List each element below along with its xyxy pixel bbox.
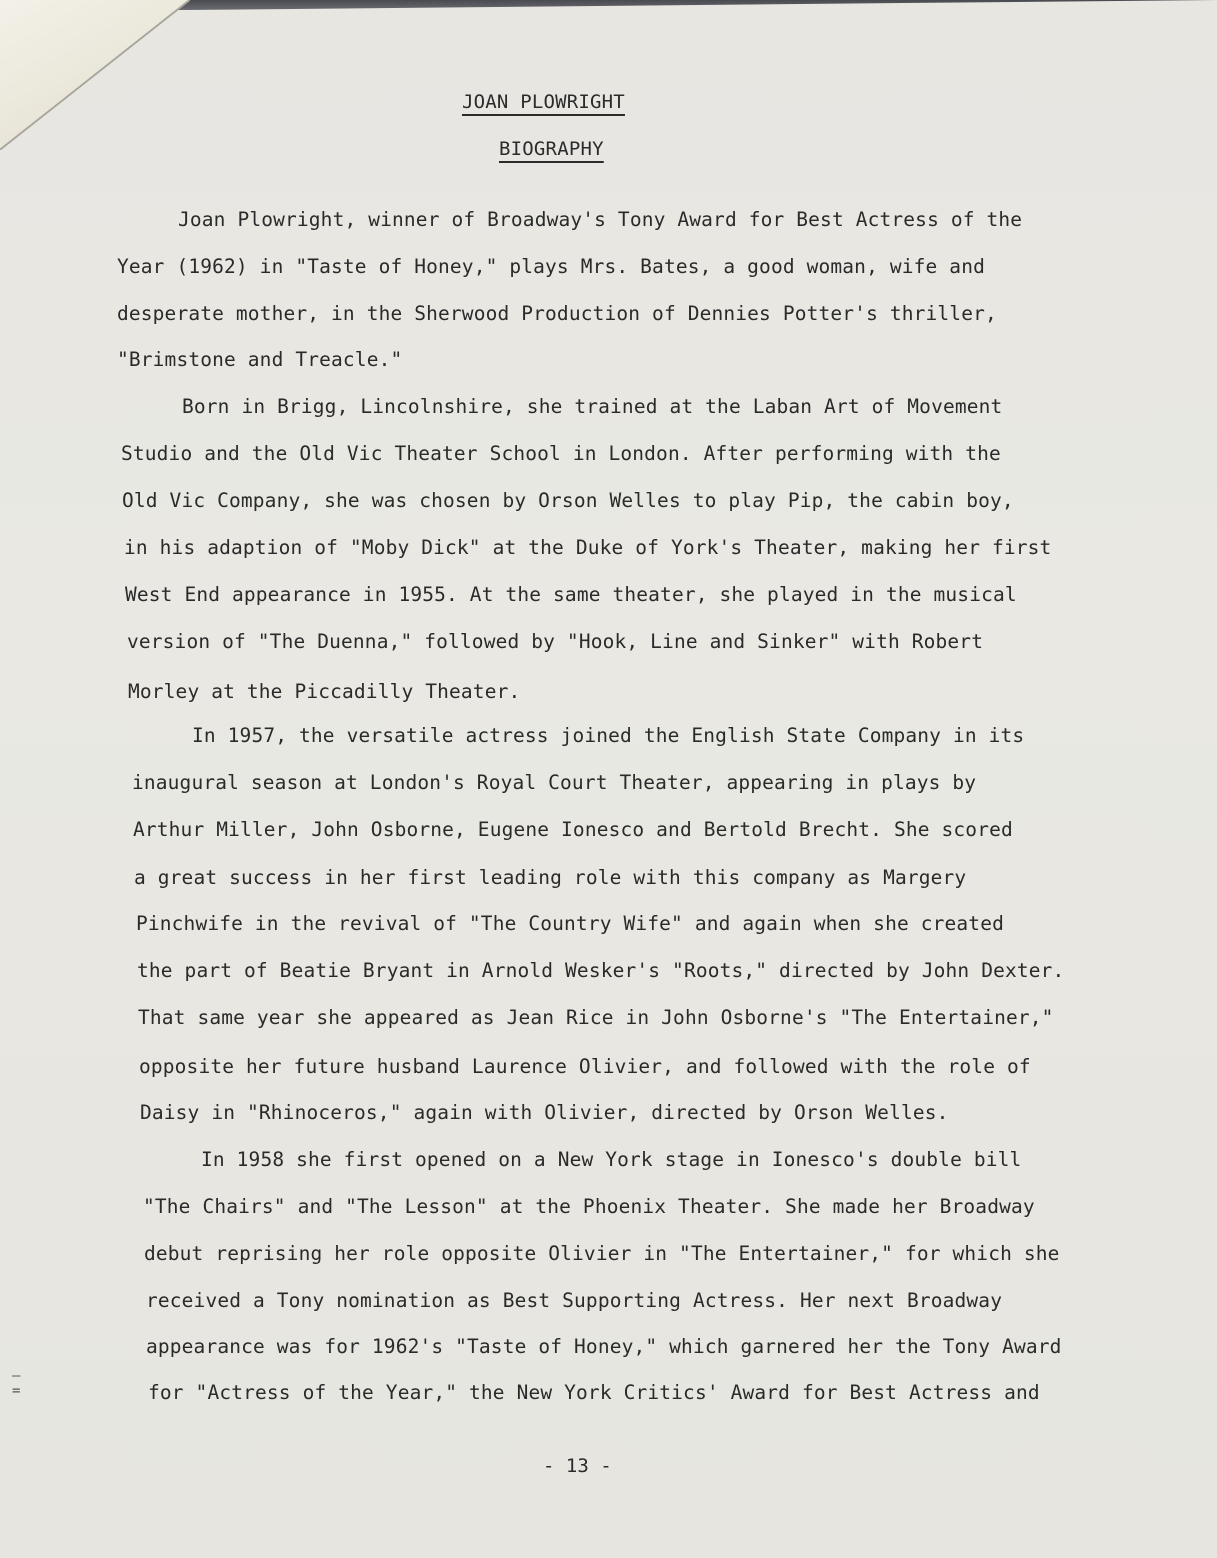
text-line: Pinchwife in the revival of "The Country Wife" and again when she created [136,912,1004,935]
text-line: West End appearance in 1955. At the same theater, she played in the musical [125,583,1017,606]
document-subheading: BIOGRAPHY [499,138,604,160]
document-heading: JOAN PLOWRIGHT [462,91,625,113]
text-line: debut reprising her role opposite Olivier in "The Entertainer," for which she [144,1242,1060,1265]
text-line: In 1957, the versatile actress joined the English State Company in its [192,724,1025,747]
text-line: received a Tony nomination as Best Supporting Actress. Her next Broadway [146,1289,1003,1312]
text-line: Joan Plowright, winner of Broadway's Tony Award for Best Actress of the [178,208,1023,231]
text-line: Arthur Miller, John Osborne, Eugene Ionesco and Bertold Brecht. She scored [133,818,1013,841]
text-line: Daisy in "Rhinoceros," again with Olivier, directed by Orson Welles. [140,1101,949,1124]
text-line: "The Chairs" and "The Lesson" at the Phoenix Theater. She made her Broadway [143,1195,1035,1218]
page-top-edge-shadow [165,0,1217,10]
margin-mark: – [12,1368,21,1384]
text-line: Morley at the Piccadilly Theater. [128,680,521,703]
text-line: version of "The Duenna," followed by "Hook, Line and Sinker" with Robert [127,630,984,653]
text-line: Born in Brigg, Lincolnshire, she trained at the Laban Art of Movement [182,395,1003,418]
page-number: - 13 - [543,1455,612,1477]
margin-mark: = [12,1383,21,1399]
text-line: That same year she appeared as Jean Rice in John Osborne's "The Entertainer," [138,1006,1054,1029]
text-line: a great success in her first leading role with this company as Margery [134,866,967,889]
text-line: inaugural season at London's Royal Court Theater, appearing in plays by [132,771,977,794]
text-line: Studio and the Old Vic Theater School in London. After performing with the [121,442,1001,465]
text-line: for "Actress of the Year," the New York Critics' Award for Best Actress and [148,1381,1040,1404]
text-line: Old Vic Company, she was chosen by Orson Welles to play Pip, the cabin boy, [122,489,1014,512]
text-line: appearance was for 1962's "Taste of Honey," which garnered her the Tony Award [146,1335,1062,1358]
text-line: in his adaption of "Moby Dick" at the Duke of York's Theater, making her first [124,536,1052,559]
text-line: "Brimstone and Treacle." [117,348,403,371]
text-line: desperate mother, in the Sherwood Production of Dennies Potter's thriller, [117,302,997,325]
text-line: Year (1962) in "Taste of Honey," plays Mrs. Bates, a good woman, wife and [117,255,985,278]
text-line: In 1958 she first opened on a New York stage in Ionesco's double bill [201,1148,1022,1171]
fold-crease [0,0,190,150]
text-line: opposite her future husband Laurence Olivier, and followed with the role of [139,1055,1031,1078]
text-line: the part of Beatie Bryant in Arnold Wesker's "Roots," directed by John Dexter. [137,959,1065,982]
